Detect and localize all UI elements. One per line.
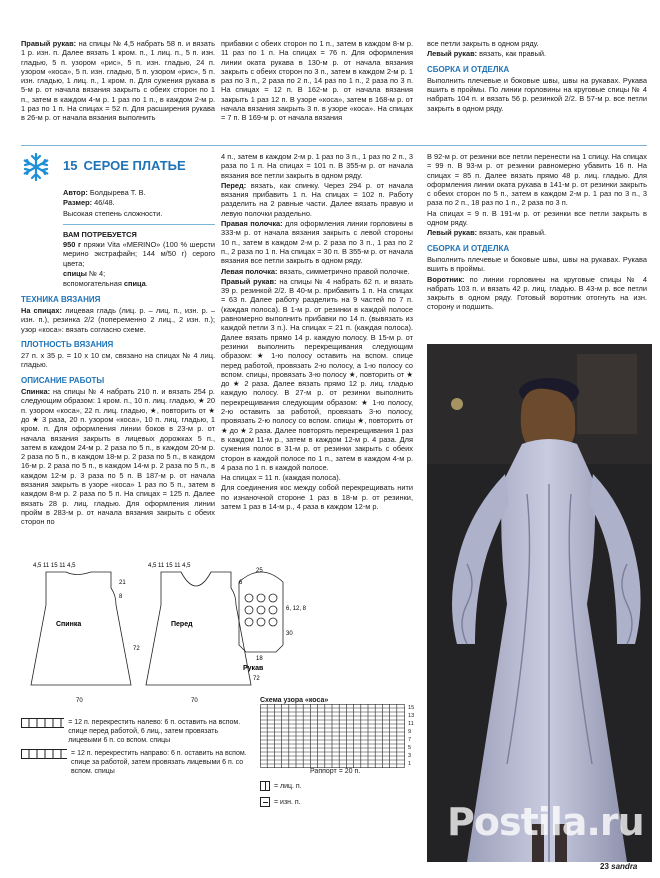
right-front-text: для оформления линии горловины в 333-м р. от начала вязания закрыть с левой стороны 10 п., затем в каждом 2-м р. 2 раза по 3 п., 1 раз по 2 п., 2 раза по 1 п. На спицах = 30 п. В 355-м р. от начала вязания все петли закрыть в одном ряду.: [221, 219, 413, 266]
snowflake-icon: [21, 152, 51, 182]
row-number: 3: [408, 753, 412, 759]
left-dress-sleeve-paragraph: [427, 228, 647, 237]
row-number: 11: [408, 721, 414, 727]
size-line: [63, 198, 215, 207]
dress-sleeve-paragraph: [221, 277, 413, 472]
sleeve-close-paragraph: На спицах = 9 п. В 191-м р. от резинки все петли закрыть в одном ряду.: [427, 208, 647, 228]
collar-label: Воротник:: [427, 274, 465, 284]
section-header: [21, 152, 215, 182]
assembly-heading: СБОРКА И ОТДЕЛКА: [427, 64, 510, 74]
rapport-label: Раппорт = 20 п.: [310, 768, 361, 775]
knit-legend: [260, 781, 425, 791]
row-number-list: [408, 704, 414, 768]
back-label-diagram: Спинка: [56, 621, 82, 628]
size-value: 46/48.: [92, 198, 115, 208]
purl-label: = изн. п.: [274, 798, 301, 806]
aux-end: .: [145, 279, 148, 289]
cross-right-symbol: [21, 749, 67, 759]
left-front-text: вязать, симметрично правой полочке.: [277, 266, 410, 276]
back-side-dim: 21: [119, 580, 126, 586]
left-dress-sleeve-label: Левый рукав:: [427, 228, 478, 238]
section-divider: [21, 145, 647, 146]
sleeve-continuation: прибавки с обеих сторон по 1 п., затем в каждом 8-м р. 11 раз по 1 п. На спицах = 76 п. Для оформления линии оката рукава в 130-м р. от начала вязания закрыть с обеих сторон по 3 п., затем в каждом 2-м р. 1 раз по 3 п., 2 раза по 2 п., 14 раз по 1 п., 2 раза по 3 п. На спицах = 12 п. В 162-м р. от начала вязания закрыть 1 раз 12 п. В узоре «коса», затем в 168-м р. от начала вязания закрыть 3 п. в узоре «коса». На спицах = 7 п. В 169-м р. от начала вязания: [221, 39, 413, 123]
back-side2-dim: 8: [119, 594, 123, 600]
difficulty-line: Высокая степень сложности.: [63, 208, 163, 218]
work-heading: ОПИСАНИЕ РАБОТЫ: [21, 375, 105, 385]
right-sleeve-text: на спицы № 4,5 набрать 58 п. и вязать 1 р. изн. п. Далее вязать 1 кром. п., 1 лиц. п., 5 п. изн. гладью, 5 п. узором «рис», 5 п. изн. гладью, 24 п. узором «коса», 5 п. изн. гладью, 5 п. узором «рис», 5 п. изн. гладью, 1 лиц. п., 1 кром. п. Для сужения рукава в 5-м р. от начала вязания закрыть с обеих сторон по 1 п., затем в каждом 4-м р. 1 раз по 1 п., в каждом 2-м р. 1 раз по 1 п. На спицах = 52 п. Для расширения рукава в 26-м р. от начала вязания выполнить: [21, 39, 215, 123]
page-number-value: 23: [600, 862, 609, 871]
dress-illustration: [427, 344, 652, 862]
legend-left-row: [21, 718, 253, 745]
pattern-right-column: [427, 152, 647, 313]
knit-label: = лиц. п.: [274, 782, 302, 790]
top-column-2: [221, 39, 413, 124]
aux-label: спица: [123, 279, 146, 289]
front-label-diagram: Перед: [171, 621, 193, 628]
right-sleeve-label: Правый рукав:: [21, 39, 77, 48]
legend-right-row: [21, 749, 253, 776]
collar-paragraph: [427, 275, 647, 312]
legend-left-text: = 12 п. перекрестить налево: 6 п. оставить на вспом. спице перед работой, 6 лиц., затем провязать лицевыми 6 п. со вспом. спицы: [68, 719, 241, 744]
size-label: Размер:: [63, 198, 93, 208]
mid-p5: На спицах = 11 п. (каждая полоса).: [221, 473, 341, 483]
row-number: 1: [408, 761, 412, 767]
left-sleeve-text: вязать, как правый.: [477, 49, 547, 59]
schema-title: Схема узора «коса»: [260, 697, 329, 704]
assembly-text-2: Выполнить плечевые и боковые швы, швы на рукавах. Рукава вшить в проймы.: [427, 254, 647, 274]
cable-schema: [260, 697, 425, 807]
yarn-text: пряжи Vita «MERINO» (100 % шерсти мерино экстрафайн; 144 м/50 г) серого цвета;: [63, 240, 216, 268]
right-sleeve-paragraph: [21, 39, 215, 123]
page-number: [600, 862, 637, 871]
right-front-paragraph: [221, 219, 413, 265]
schema-grid-wrap: [260, 704, 425, 768]
top-column-3: [427, 39, 647, 114]
legend-right-text: = 12 п. перекрестить направо: 6 п. оставить на вспом. спице за работой, затем провязать лицевыми 6 п. со вспом. спицы: [71, 750, 247, 775]
back-top-dim: 4,5 11 15 11 4,5: [33, 563, 76, 569]
yarn-amount: 950 г: [63, 240, 82, 250]
sleeve-side-dim: 6, 12, 8: [286, 606, 307, 612]
cross-left-symbol: [21, 718, 64, 728]
needles-label: спицы: [63, 269, 87, 279]
assembly-heading-2: СБОРКА И ОТДЕЛКА: [427, 243, 510, 253]
row-number: 7: [408, 737, 412, 743]
row-number: 5: [408, 745, 412, 751]
dress-sleeve-text: на спицы № 4 набрать 62 п. и вязать 39 р. резинкой 2/2. В 40-м р. прибавить 1 п. На спицах = 63 п. Далее работу разделить на 9 частей по 7 п. (каждая полоса). В 1-м р. от резинки в каждой полосе равномерно выполнить прибавки по 14 п. (вывязать из каждой петли 3 п.). На спицах = 21 п. (каждая полоса). Далее вязать прямо 14 р. каждую полосу. В 15-м р. от резинки выполнить перекрещивания следующим образом: ★ 1-ю полосу оставить на вспом. спице перед работой, провязать 2-ю полосу, а 1-ю полосу со вспом. спицы, провязать 3-ю полосу ★, повторить от ★ до ★ 2 раза. Далее вязать прямо 12 р. лиц. гладью каждую полосу. В 27-м р. от резинки выполнить перекрещивания следующим образом: ★ 1-ю полосу, 2-ю оставить за работой, провязать 3-ю полосу, провязать 2-ю полосу со вспом. спицы ★, повторить от ★ до ★ 2 раза. Далее повторять перекрещивания 1 раз в каждом 11-м р., затем в каждом 12-м р. 4 раза. Для сужения полос в 31-м р. от резинки закрыть с обеих сторон в каждой полосе по 1 п., затем в каждом 4-м р. 4 раза по 1 п. в каждой полосе.: [221, 276, 413, 472]
purl-symbol: [260, 797, 270, 807]
front-label: Перед:: [221, 180, 247, 190]
cable-legend: [21, 718, 253, 776]
back-text: на спицы № 4 набрать 210 п. и вязать 254 р. следующим образом: 1 кром. п., 10 п. лиц. гладью, ★ 20 п. узором «коса», 22 п. лиц. гладью, ★, повторить от ★ до ★ 3 раза, 20 п. узором «коса», 10 п. лиц. гладью, 1 кром. п. Для оформления линии боков в 23-м р. от начала вязания закрыть в лицевых дорожках 5 п., затем в каждом 24-м р. 2 раза по 5 п., в каждом 20-м р. 2 раза по 5 п., в каждом 18-м р. 2 раза по 5 п., в каждом 16-м р. 2 раза по 5 п., в каждом 14-м р. 2 раза по 5 п., в каждом 12-м р. 3 раза по 5 п. В 187-м р. от начала вязания закрыть в узоре «коса» 1 раз по 5 п., затем в каждом 8-м р. 2 раза по 5 п. На спицах = 125 п. Далее вязать 28 р. лиц. гладью. Для оформления линии пройм в 283-м р. от начала вязания закрыть с обеих сторон по: [21, 387, 215, 527]
pattern-middle-column: [221, 152, 413, 512]
yarn-line: [63, 240, 215, 268]
sleeve-top-dim: 25: [256, 568, 263, 574]
needles-line: [63, 269, 215, 278]
need-heading: ВАМ ПОТРЕБУЕТСЯ: [63, 229, 137, 239]
front-height-dim: 72: [253, 676, 260, 682]
sleeve-width-dim: 30: [286, 631, 293, 637]
purl-legend: [260, 797, 425, 807]
author-label: Автор:: [63, 188, 88, 197]
left-sleeve-label: Левый рукав:: [427, 49, 478, 59]
pattern-schematics: [21, 560, 421, 705]
author-name: Болдырева Т. В.: [87, 188, 146, 197]
row-number: 9: [408, 729, 412, 735]
schema-grid: [260, 704, 405, 768]
top-column-1: [21, 39, 215, 124]
row-number: 13: [408, 713, 415, 719]
back-width-dim: 70: [76, 698, 83, 704]
left-dress-sleeve-text: вязать, как правый.: [477, 228, 547, 238]
technique-body: лицевая гладь (лиц. р. – лиц. п., изн. р. – изн. п.), резинка 2/2 (попеременно 2 лиц., 2 изн. п.); узор «коса»: вязать согласно схеме.: [21, 305, 215, 334]
row-number: 15: [408, 705, 415, 711]
knit-symbol: [260, 781, 270, 791]
technique-heading: ТЕХНИКА ВЯЗАНИЯ: [21, 294, 101, 304]
section-title: СЕРОЕ ПЛАТЬЕ: [83, 158, 186, 174]
technique-label: На спицах:: [21, 305, 62, 315]
author-line: [63, 188, 215, 197]
density-text: 27 п. х 35 р. = 10 х 10 см, связано на спицах № 4 лиц. гладью.: [21, 351, 215, 370]
back-height-dim: 72: [133, 646, 140, 652]
watermark: Postila.ru: [447, 800, 644, 844]
sleeve-bottom-dim: 18: [256, 656, 263, 662]
front-paragraph: [221, 181, 413, 218]
pattern-intro-column: [21, 152, 215, 528]
front-width-dim: 70: [191, 698, 198, 704]
sleeve-finish-paragraph: В 92-м р. от резинки все петли перенести на 1 спицу. На спицах = 99 п. В 93-м р. от резинки равномерно убавить 16 п. На спицах = 85 п. Далее вязать прямо 48 р. лиц. гладью. Для оформления линии оката рукава в 141-м р. от резинки закрыть с обеих сторон по 5 п., затем в каждом 2-м р. 1 раз по 3 п., 3 раза по 2 п., 18 раз по 1 п., 2 раза по 3 п.: [427, 152, 647, 208]
left-front-label: Левая полочка:: [221, 266, 278, 276]
section-number: 15: [63, 158, 78, 174]
close-all-stitches: все петли закрыть в одном ряду.: [427, 39, 539, 48]
mid-p0: 4 п., затем в каждом 2-м р. 1 раз по 3 п., 1 раз по 2 п., 3 раза по 1 п. На спицах = 101 п. В 355-м р. от начала вязания все петли закрыть в одном ряду.: [221, 152, 413, 180]
section-title-wrap: [63, 158, 186, 174]
back-paragraph: [21, 387, 215, 526]
left-sleeve-paragraph: [427, 49, 647, 58]
sleeve-label-diagram: Рукав: [243, 665, 264, 672]
collar-text: по линии горловины на круговые спицы № 4 набрать 103 п. и вязать 42 р. лиц. гладью. В 43-м р. все петли закрыть в одном ряду. Готовый воротник отогнуть на изн. сторону и подшить.: [427, 274, 647, 312]
front-top-dim: 4,5 11 15 11 4,5: [148, 563, 191, 569]
dress-photo: [427, 344, 652, 862]
aux-line: [63, 279, 215, 288]
needles-value: № 4;: [86, 269, 106, 279]
dress-sleeve-label: Правый рукав:: [221, 276, 277, 286]
density-heading: ПЛОТНОСТЬ ВЯЗАНИЯ: [21, 339, 114, 349]
left-front-paragraph: [221, 267, 413, 276]
technique-text: [21, 306, 215, 334]
back-label: Спинка:: [21, 387, 51, 397]
front-side-dim: 6: [239, 580, 243, 586]
front-text: вязать, как спинку. Через 294 р. от начала вязания прибавить 1 п. На спицах = 102 п. Работу разделить на 2 равные части. Далее вязать правую и левую полочки раздельно.: [221, 180, 413, 218]
right-front-label: Правая полочка:: [221, 219, 283, 229]
magazine-name: sandra: [611, 862, 638, 871]
mid-p6: Для соединения кос между собой перекрещивать нити по изнаночной стороне 1 раз в 18-м р. от резинки, затем 1 раз в 14-м р., 4 раза в каждом 12-м р.: [221, 483, 413, 511]
aux-text: вспомогательная: [63, 279, 124, 289]
intro-block: [21, 188, 215, 289]
intro-divider: [63, 224, 215, 225]
assembly-text: Выполнить плечевые и боковые швы, швы на рукавах. Рукава вшить в проймы. По линии горловины на круговые спицы № 4 набрать 104 п. и вязать 56 р. резинкой 2/2. В 57-м р. все петли закрыть в одном ряду.: [427, 75, 647, 113]
